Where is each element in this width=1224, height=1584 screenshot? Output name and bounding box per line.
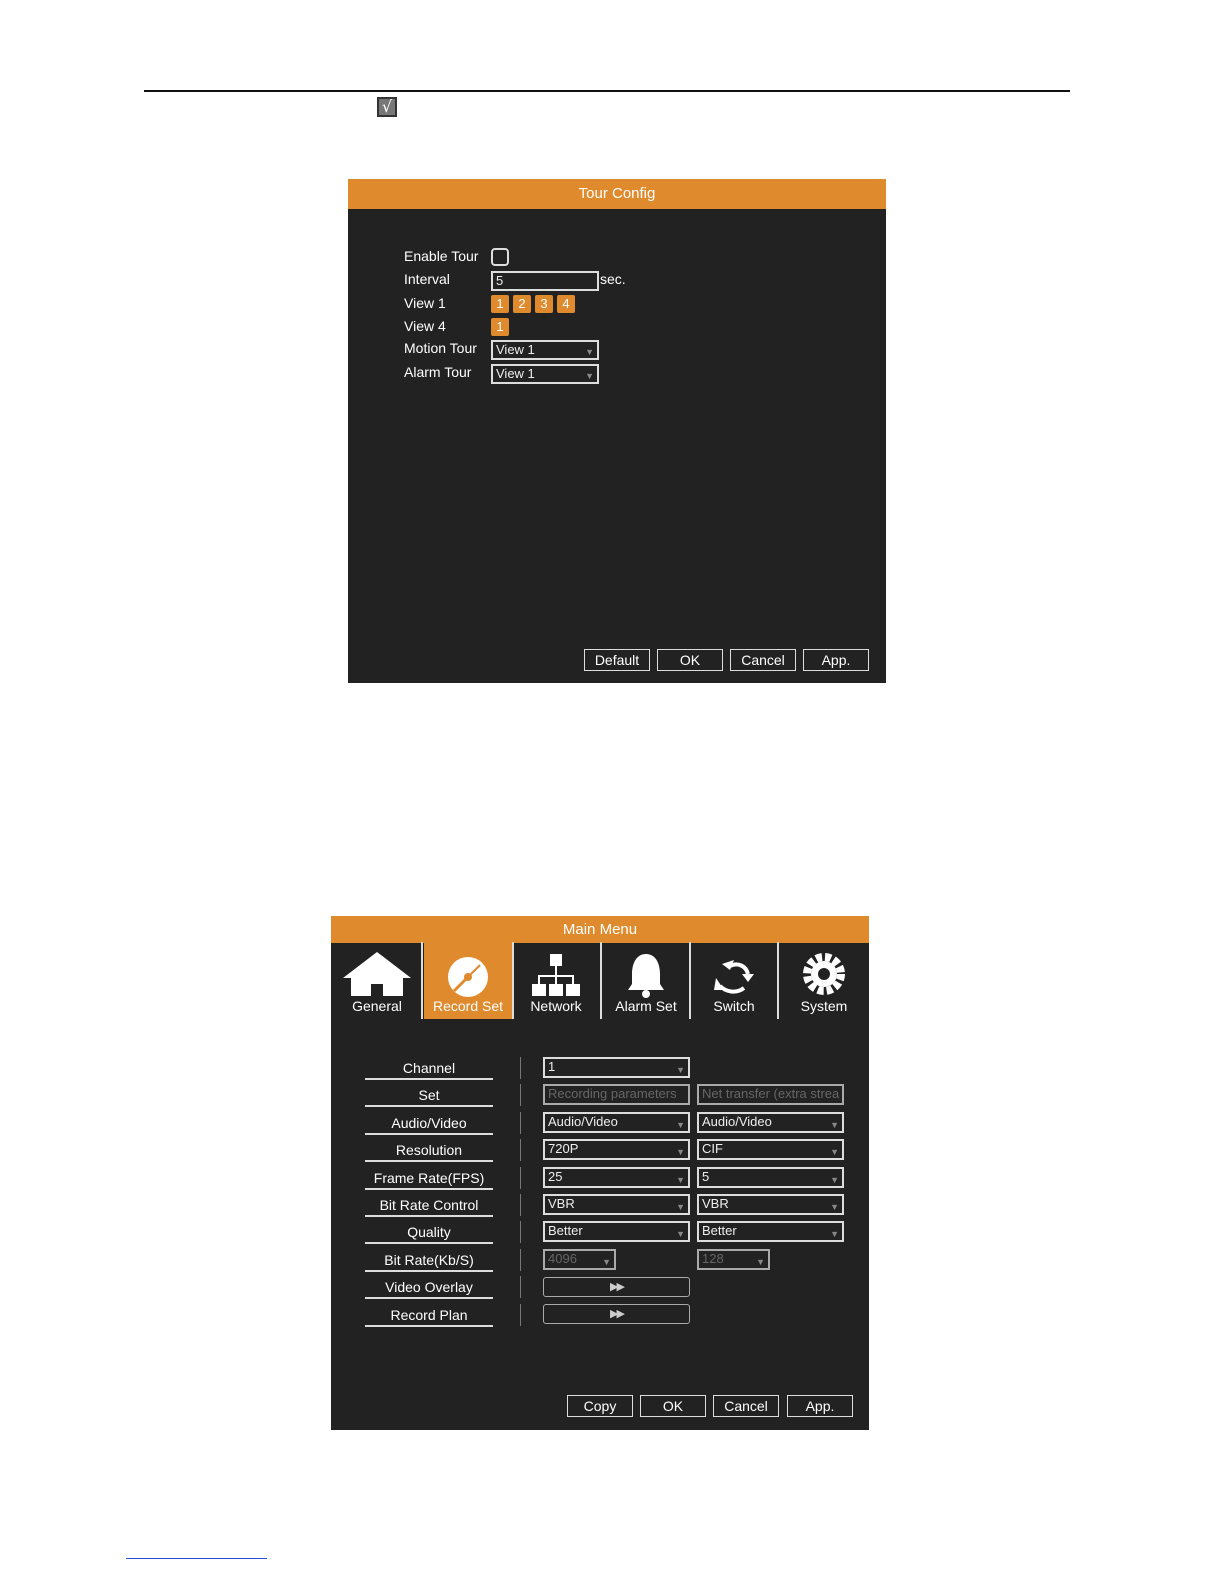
view1-channel-4[interactable]: 4	[557, 295, 575, 313]
row-divider	[520, 1304, 521, 1326]
audio-video-extra-value: Audio/Video	[702, 1114, 772, 1129]
resolution-main-select[interactable]	[543, 1139, 690, 1160]
dropdown-arrow-icon: ▼	[676, 1175, 685, 1185]
quality-label: Quality	[365, 1224, 493, 1244]
tab-system[interactable]	[780, 942, 868, 1019]
tab-general[interactable]	[333, 942, 421, 1019]
tab-label: Record Set	[432, 998, 504, 1014]
ok-button[interactable]: OK	[640, 1395, 706, 1417]
dropdown-arrow-icon: ▼	[756, 1257, 765, 1267]
bell-icon	[602, 948, 690, 998]
switch-arrows-icon	[690, 948, 778, 998]
motion-tour-label: Motion Tour	[404, 340, 477, 356]
quality-main-value: Better	[548, 1223, 583, 1238]
ok-button[interactable]: OK	[657, 649, 723, 671]
quality-extra-select[interactable]	[697, 1221, 844, 1242]
dropdown-arrow-icon: ▼	[602, 1257, 611, 1267]
tab-divider	[421, 942, 423, 1019]
frame-rate-extra-select[interactable]	[697, 1167, 844, 1188]
dropdown-arrow-icon: ▼	[830, 1202, 839, 1212]
view1-channel-3[interactable]: 3	[535, 295, 553, 313]
row-divider	[520, 1276, 521, 1298]
check-icon: √	[377, 97, 397, 117]
frame-rate-main-select[interactable]	[543, 1167, 690, 1188]
row-divider	[520, 1139, 521, 1161]
cancel-button[interactable]: Cancel	[713, 1395, 779, 1417]
resolution-extra-select[interactable]	[697, 1139, 844, 1160]
tab-label: Switch	[713, 998, 755, 1014]
bit-rate-control-extra-select[interactable]	[697, 1194, 844, 1215]
footer-link-underline	[126, 1558, 267, 1559]
net-transfer-field: Net transfer (extra strea	[697, 1084, 844, 1105]
motion-tour-value: View 1	[496, 342, 535, 357]
alarm-tour-select[interactable]	[491, 364, 599, 384]
dropdown-arrow-icon: ▼	[830, 1120, 839, 1130]
tab-divider	[777, 942, 779, 1019]
resolution-label: Resolution	[365, 1142, 493, 1162]
audio-video-extra-select[interactable]	[697, 1112, 844, 1133]
bit-rate-control-extra-value: VBR	[702, 1196, 729, 1211]
bit-rate-main-value: 4096	[548, 1251, 577, 1266]
enable-tour-checkbox[interactable]	[491, 248, 509, 266]
view1-label: View 1	[404, 295, 446, 311]
tab-label: Alarm Set	[615, 998, 677, 1014]
frame-rate-label: Frame Rate(FPS)	[365, 1170, 493, 1190]
apply-button[interactable]: App.	[803, 649, 869, 671]
frame-rate-extra-value: 5	[702, 1169, 710, 1184]
main-menu-title: Main Menu	[331, 916, 869, 943]
copy-button[interactable]: Copy	[567, 1395, 633, 1417]
recording-parameters-field: Recording parameters	[543, 1084, 690, 1105]
dropdown-arrow-icon: ▼	[830, 1147, 839, 1157]
tab-network[interactable]	[512, 942, 600, 1019]
bit-rate-control-main-select[interactable]	[543, 1194, 690, 1215]
tab-record-set[interactable]	[424, 942, 512, 1019]
row-divider	[520, 1194, 521, 1216]
row-divider	[520, 1057, 521, 1079]
channel-select[interactable]	[543, 1057, 690, 1078]
tour-config-window	[348, 179, 886, 683]
tab-label: General	[352, 998, 402, 1014]
row-divider	[520, 1112, 521, 1134]
interval-input[interactable]: 5	[491, 271, 599, 291]
record-plan-label: Record Plan	[365, 1307, 493, 1327]
dropdown-arrow-icon: ▼	[676, 1202, 685, 1212]
dropdown-arrow-icon: ▼	[676, 1147, 685, 1157]
dropdown-arrow-icon: ▼	[676, 1065, 685, 1075]
audio-video-main-value: Audio/Video	[548, 1114, 618, 1129]
row-divider	[520, 1221, 521, 1243]
bit-rate-control-main-value: VBR	[548, 1196, 575, 1211]
bit-rate-label: Bit Rate(Kb/S)	[365, 1252, 493, 1272]
dropdown-arrow-icon: ▼	[676, 1120, 685, 1130]
bit-rate-extra-value: 128	[702, 1251, 724, 1266]
video-overlay-button[interactable]: ▶▶	[543, 1277, 690, 1297]
tab-switch[interactable]	[690, 942, 778, 1019]
dropdown-arrow-icon: ▼	[676, 1229, 685, 1239]
bit-rate-extra-select	[697, 1249, 770, 1270]
bit-rate-control-label: Bit Rate Control	[365, 1197, 493, 1217]
enable-tour-label: Enable Tour	[404, 248, 479, 264]
set-label: Set	[365, 1087, 493, 1107]
tab-label: Network	[530, 998, 582, 1014]
audio-video-label: Audio/Video	[365, 1115, 493, 1135]
header-rule	[144, 90, 1070, 92]
audio-video-main-select[interactable]	[543, 1112, 690, 1133]
dropdown-arrow-icon: ▼	[830, 1175, 839, 1185]
row-divider	[520, 1167, 521, 1189]
row-divider	[520, 1249, 521, 1271]
frame-rate-main-value: 25	[548, 1169, 563, 1184]
resolution-extra-value: CIF	[702, 1141, 723, 1156]
view4-channel-1[interactable]: 1	[491, 318, 509, 336]
apply-button[interactable]: App.	[787, 1395, 853, 1417]
record-disc-icon	[424, 948, 512, 998]
view1-channel-1[interactable]: 1	[491, 295, 509, 313]
alarm-tour-value: View 1	[496, 366, 535, 381]
resolution-main-value: 720P	[548, 1141, 579, 1156]
record-plan-button[interactable]: ▶▶	[543, 1304, 690, 1324]
motion-tour-select[interactable]	[491, 340, 599, 360]
row-divider	[520, 1084, 521, 1106]
gear-icon	[780, 948, 868, 998]
cancel-button[interactable]: Cancel	[730, 649, 796, 671]
dropdown-arrow-icon: ▼	[585, 371, 594, 381]
view4-label: View 4	[404, 318, 446, 334]
quality-main-select[interactable]	[543, 1221, 690, 1242]
tab-alarm-set[interactable]	[602, 942, 690, 1019]
video-overlay-label: Video Overlay	[365, 1279, 493, 1299]
tour-config-title: Tour Config	[348, 179, 886, 209]
default-button[interactable]: Default	[584, 649, 650, 671]
tab-label: System	[800, 998, 848, 1014]
dropdown-arrow-icon: ▼	[830, 1229, 839, 1239]
channel-value: 1	[548, 1059, 556, 1074]
channel-label: Channel	[365, 1060, 493, 1080]
dropdown-arrow-icon: ▼	[585, 347, 594, 357]
quality-extra-value: Better	[702, 1223, 737, 1238]
view1-channel-2[interactable]: 2	[513, 295, 531, 313]
interval-unit: sec.	[600, 271, 626, 287]
alarm-tour-label: Alarm Tour	[404, 364, 472, 380]
bit-rate-main-select	[543, 1249, 616, 1270]
network-icon	[512, 948, 600, 998]
interval-label: Interval	[404, 271, 450, 287]
home-icon	[333, 948, 421, 998]
